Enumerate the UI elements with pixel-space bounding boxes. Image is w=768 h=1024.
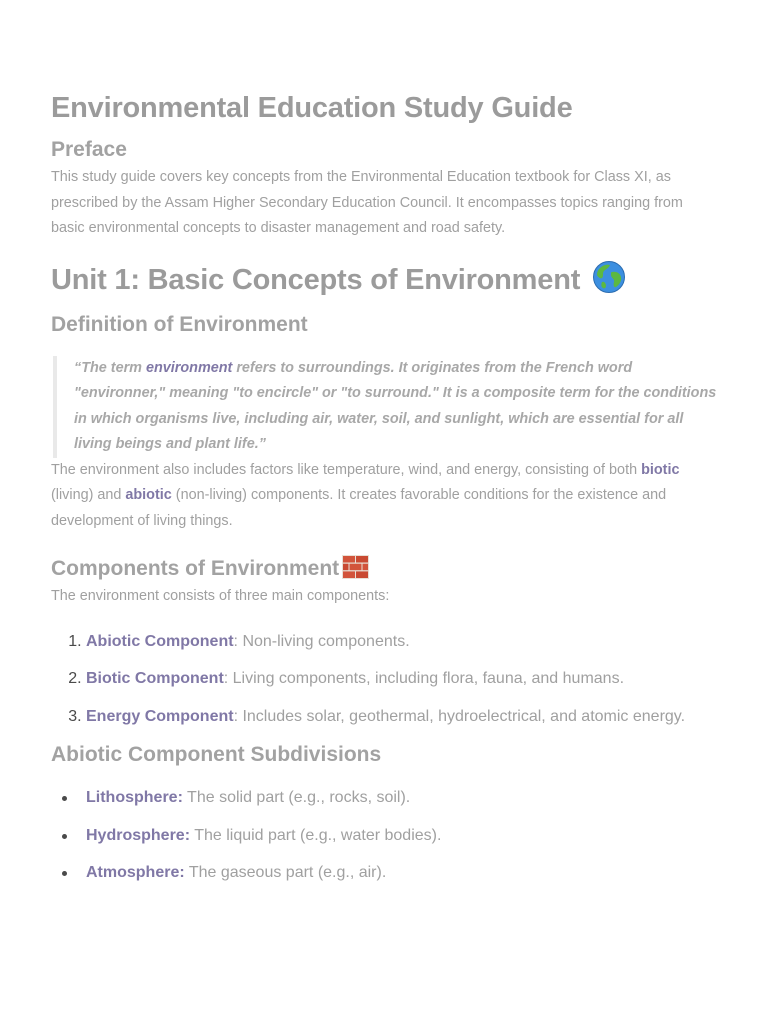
components-list [51, 628, 718, 731]
list-item [86, 784, 718, 812]
abiotic-subdivisions-heading: Abiotic Component Subdivisions [51, 743, 382, 766]
list-item [86, 665, 718, 693]
env-text-part2: (living) and [51, 487, 126, 503]
env-text-part3: (non-living) components. It creates favorable conditions for the existence and development of living things. [51, 487, 667, 529]
component-desc: : Non-living components. [233, 632, 410, 650]
definition-heading: Definition of Environment [51, 312, 308, 336]
definition-quote [53, 356, 718, 458]
subdivision-desc: The liquid part (e.g., water bodies). [190, 826, 442, 844]
subdivision-term: Atmosphere: [86, 864, 185, 881]
brick-icon [342, 555, 369, 579]
preface-text: This study guide covers key concepts from the Environmental Education textbook for Class XI, as prescribed by the Assam Higher Secondary Education Council. It encompasses topics ranging from basic environmental concepts to disaster management and road safety. [51, 169, 683, 236]
abiotic-subdivisions-list [51, 784, 718, 887]
env-text-part1: The environment also includes factors like temperature, wind, and energy, consisting of both [51, 461, 642, 478]
subdivision-desc: The solid part (e.g., rocks, soil). [182, 789, 411, 806]
keyword-biotic: biotic [641, 461, 680, 478]
preface-heading: Preface [51, 138, 127, 161]
components-intro: The environment consists of three main components: [51, 588, 390, 604]
unit1-heading [51, 258, 718, 302]
subdivision-term: Lithosphere: [86, 789, 183, 806]
component-term: Biotic Component [86, 670, 224, 687]
components-heading-text: Components of Environment [51, 557, 340, 580]
keyword-abiotic: abiotic [125, 487, 172, 503]
component-desc: : Includes solar, geothermal, hydroelectrical, and atomic energy. [233, 707, 686, 725]
component-term: Abiotic Component [86, 632, 234, 650]
environment-paragraph [51, 458, 718, 535]
component-desc: : Living components, including flora, fauna, and humans. [223, 670, 625, 687]
components-heading [51, 554, 718, 584]
unit1-heading-text: Unit 1: Basic Concepts of Environment [51, 263, 581, 296]
subdivision-desc: The gaseous part (e.g., air). [184, 864, 387, 881]
globe-icon [592, 260, 626, 294]
document-title: Environmental Education Study Guide [51, 92, 573, 124]
quote-open: “The term [74, 359, 146, 376]
quote-keyword-environment: environment [145, 359, 233, 376]
component-term: Energy Component [86, 707, 234, 725]
list-item [86, 859, 718, 887]
list-item [86, 703, 718, 731]
list-item [86, 822, 718, 850]
quote-rest: refers to surroundings. It originates from the French word "environner," meaning "to encircle" or "to surround." It is a composite term for the conditions in which organisms live, including air, water, soil, and sunlight, which are essential for all living beings and plant life.” [74, 359, 717, 452]
list-item [86, 628, 718, 656]
subdivision-term: Hydrosphere: [86, 826, 191, 844]
